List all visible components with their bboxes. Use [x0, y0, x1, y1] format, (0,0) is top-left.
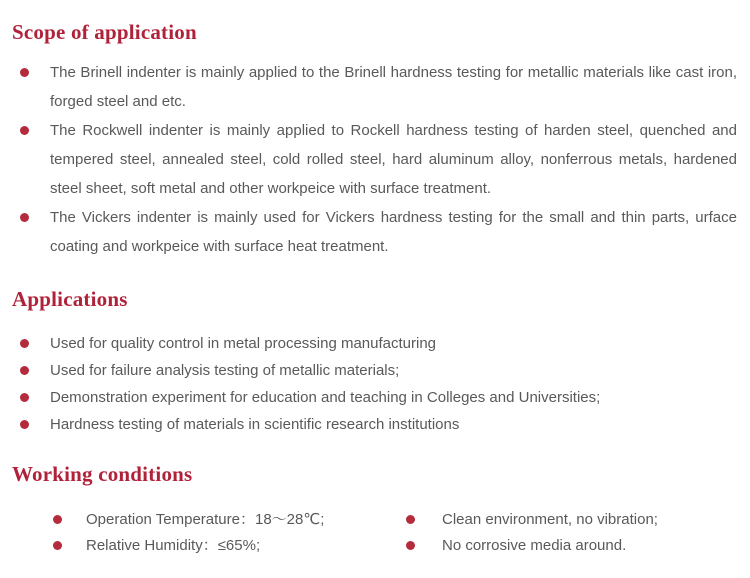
list-item-text: Hardness testing of materials in scientific research institutions — [50, 416, 460, 433]
bullet-icon — [20, 366, 29, 375]
list-item — [12, 58, 737, 116]
applications-bullet-list — [12, 330, 737, 438]
bullet-icon — [20, 420, 29, 429]
bullet-icon — [20, 68, 29, 77]
working-left-bullet-list — [12, 507, 405, 559]
list-item-text: Clean environment, no vibration; — [442, 511, 658, 528]
list-item — [12, 507, 405, 533]
bullet-icon — [20, 126, 29, 135]
bullet-icon — [53, 515, 62, 524]
list-item-text: Demonstration experiment for education and teaching in Colleges and Universities; — [50, 389, 601, 406]
scope-bullet-list — [12, 58, 737, 261]
list-item-text: Used for failure analysis testing of metallic materials; — [50, 362, 400, 379]
list-item-text: No corrosive media around. — [442, 537, 627, 554]
section-title: Working conditions — [12, 462, 193, 486]
bullet-icon — [20, 339, 29, 348]
bullet-icon — [406, 541, 415, 550]
list-item — [12, 411, 737, 438]
section-title: Scope of application — [12, 20, 197, 44]
bullet-icon — [20, 213, 29, 222]
list-item-text: Operation Temperature：18～28℃; — [86, 511, 325, 528]
section-applications — [12, 287, 737, 438]
list-item — [12, 203, 737, 261]
list-item — [12, 384, 737, 411]
list-item-text: The Brinell indenter is mainly applied to the Brinell hardness testing for metallic materials like cast iron, forged steel and etc. — [50, 64, 737, 110]
list-item — [12, 330, 737, 357]
list-item — [405, 533, 737, 559]
bullet-icon — [20, 393, 29, 402]
list-item — [12, 533, 405, 559]
list-item — [12, 357, 737, 384]
working-conditions-left-column — [12, 507, 405, 559]
section-title: Applications — [12, 287, 128, 311]
list-item-text: Relative Humidity：≤65%; — [86, 537, 261, 554]
list-item-text: The Vickers indenter is mainly used for Vickers hardness testing for the small and thin parts, urface coating and workpeice with surface heat treatment. — [50, 209, 737, 255]
working-right-bullet-list — [405, 507, 737, 559]
list-item-text: Used for quality control in metal processing manufacturing — [50, 335, 437, 352]
working-conditions-columns — [12, 507, 737, 559]
list-item — [405, 507, 737, 533]
bullet-icon — [53, 541, 62, 550]
section-working-conditions — [12, 462, 737, 559]
list-item-text: The Rockwell indenter is mainly applied to Rockell hardness testing of harden steel, quenched and tempered steel, annealed steel, cold rolled steel, hard aluminum alloy, nonferrous metals, hardened steel sheet, soft metal and other workpeice with surface treatment. — [50, 122, 737, 197]
section-scope-of-application — [12, 20, 737, 261]
working-conditions-right-column — [405, 507, 737, 559]
list-item — [12, 116, 737, 203]
bullet-icon — [406, 515, 415, 524]
